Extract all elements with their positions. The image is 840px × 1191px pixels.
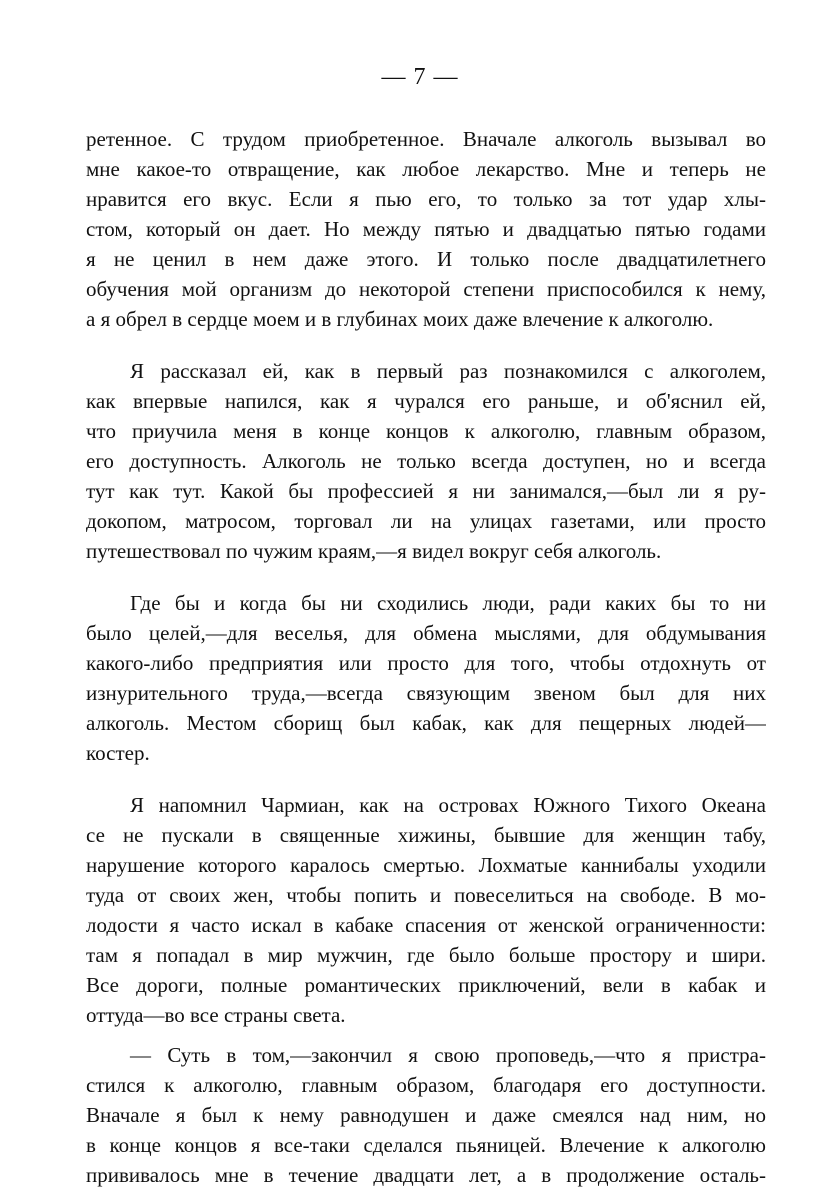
text-line: Я напомнил Чармиан, как на островах Южного Тихого Океана (130, 793, 766, 817)
text-line: прививалось мне в течение двадцати лет, а в продолжение осталь- (86, 1163, 766, 1187)
text-line: его доступность. Алкоголь не только всегда доступен, но и всегда (86, 449, 766, 473)
text-line: мне какое-то отвращение, как любое лекарство. Мне и теперь не (86, 157, 766, 181)
text-line: в конце концов я все-таки сделался пьяницей. Влечение к алкоголю (86, 1133, 766, 1157)
paragraph-gap (86, 334, 766, 356)
text-line: костер. (86, 741, 150, 765)
paragraph (86, 356, 766, 566)
text-line: нравится его вкус. Если я пью его, то только за тот удар хлы- (86, 187, 766, 211)
text-line: тут как тут. Какой бы профессией я ни занимался,—был ли я ру- (86, 479, 766, 503)
paragraph-gap (86, 566, 766, 588)
text-line: Где бы и когда бы ни сходились люди, ради каких бы то ни (130, 591, 766, 615)
text-line: что приучила меня в конце концов к алкоголю, главным образом, (86, 419, 766, 443)
text-line: путешествовал по чужим краям,—я видел вокруг себя алкоголь. (86, 539, 662, 563)
paragraph-gap (86, 768, 766, 790)
text-line: было целей,—для веселья, для обмена мыслями, для обдумывания (86, 621, 766, 645)
page-number: — 7 — (381, 64, 459, 90)
text-line: обучения мой организм до некоторой степени приспособился к нему, (86, 277, 766, 301)
text-line: я не ценил в нем даже этого. И только после двадцатилетнего (86, 247, 766, 271)
text-line: там я попадал в мир мужчин, где было больше простору и шири. (86, 943, 766, 967)
text-line: се не пускали в священные хижины, бывшие для женщин табу, (86, 823, 766, 847)
text-line: стился к алкоголю, главным образом, благодаря его доступности. (86, 1073, 766, 1097)
text-line: докопом, матросом, торговал ли на улицах газетами, или просто (86, 509, 766, 533)
paragraph (86, 790, 766, 1030)
text-line: а я обрел в сердце моем и в глубинах моих даже влечение к алкоголю. (86, 307, 714, 331)
text-line: оттуда—во все страны света. (86, 1003, 346, 1027)
text-line: — Суть в том,—закончил я свою проповедь,—что я пристра- (130, 1043, 766, 1067)
text-line: алкоголь. Местом сборищ был кабак, как для пещерных людей— (86, 711, 766, 735)
text-line: нарушение которого каралось смертью. Лохматые каннибалы уходили (86, 853, 766, 877)
text-line: лодости я часто искал в кабаке спасения от женской ограниченности: (86, 913, 766, 937)
text-line: Вначале я был к нему равнодушен и даже смеялся над ним, но (86, 1103, 766, 1127)
text-line: как впервые напился, как я чурался его раньше, и об'яснил ей, (86, 389, 766, 413)
text-line: Все дороги, полные романтических приключений, вели в кабак и (86, 973, 766, 997)
text-line: Я рассказал ей, как в первый раз познакомился с алкоголем, (130, 359, 766, 383)
text-line: туда от своих жен, чтобы попить и повеселиться на свободе. В мо- (86, 883, 766, 907)
page-text (86, 124, 766, 1190)
paragraph-gap (86, 1030, 766, 1040)
paragraph (86, 588, 766, 768)
paragraph (86, 1040, 766, 1190)
text-line: стом, который он дает. Но между пятью и двадцатью пятью годами (86, 217, 766, 241)
text-line: какого-либо предприятия или просто для того, чтобы отдохнуть от (86, 651, 766, 675)
text-line: изнурительного труда,—всегда связующим звеном был для них (86, 681, 766, 705)
paragraph (86, 124, 766, 334)
text-line: ретенное. С трудом приобретенное. Вначале алкоголь вызывал во (86, 127, 766, 151)
